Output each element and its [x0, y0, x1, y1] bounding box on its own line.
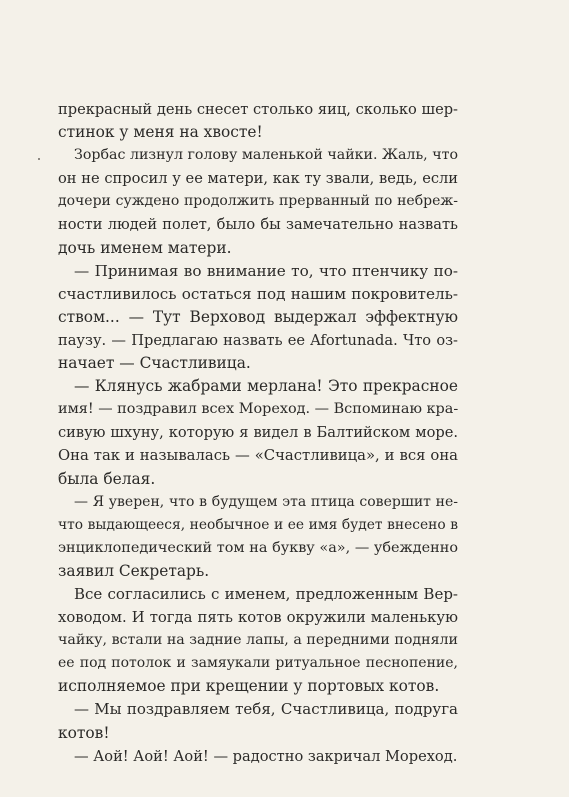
- text-line: чайку, встали на задние лапы, а передними подняли: [58, 632, 458, 649]
- text-line: Она так и называлась — «Счастливица», и вся она: [58, 447, 458, 465]
- text-line: дочери суждено продолжить прерванный по небреж-: [58, 193, 458, 210]
- text-line: что выдающееся, необычное и ее имя будет внесено в: [58, 516, 458, 533]
- text-line: счастливилось остаться под нашим покровитель-: [58, 284, 458, 303]
- text-line: Зорбас лизнул голову маленькой чайки. Жаль, что: [74, 147, 458, 164]
- text-line: дочь именем матери.: [58, 238, 232, 257]
- text-line: сивую шхуну, которую я видел в Балтийском море.: [58, 424, 458, 442]
- text-line: ховодом. И тогда пять котов окружили маленькую: [58, 609, 458, 627]
- text-line: ности людей полет, было бы замечательно назвать: [58, 216, 458, 234]
- text-line: — Я уверен, что в будущем эта птица совершит не-: [74, 493, 458, 510]
- text-line: исполняемое при крещении у портовых котов.: [58, 677, 440, 696]
- text-line: энциклопедический том на букву «а», — убежденно: [58, 539, 458, 556]
- text-line: начает — Счастливица.: [58, 354, 251, 373]
- text-line: ством... — Тут Верховод выдержал эффектную: [58, 307, 458, 326]
- text-line: заявил Секретарь.: [58, 561, 210, 580]
- page-text: [58, 98, 458, 768]
- text-line: — Мы поздравляем тебя, Счастливица, подруга: [74, 700, 458, 719]
- print-speck: [38, 158, 40, 160]
- text-line: — Принимая во внимание то, что птенчику по-: [74, 261, 458, 280]
- text-line: — Клянусь жабрами мерлана! Это прекрасное: [74, 377, 458, 396]
- text-line: прекрасный день снесет столько яиц, сколько шер-: [58, 101, 458, 118]
- text-line: котов!: [58, 723, 110, 742]
- text-line: Все согласились с именем, предложенным Вер-: [74, 584, 458, 603]
- text-line: была белая.: [58, 469, 156, 488]
- text-line: он не спросил у ее матери, как ту звали, ведь, если: [58, 170, 458, 188]
- text-line: имя! — поздравил всех Мореход. — Вспоминаю кра-: [58, 401, 459, 418]
- text-line: стинок у меня на хвосте!: [58, 123, 263, 142]
- text-line: ее под потолок и замяукали ритуальное песнопение,: [58, 655, 458, 672]
- text-line: — Аой! Аой! Аой! — радостно закричал Мореход.: [74, 747, 458, 765]
- text-line: паузу. — Предлагаю назвать ее Afortunada. Что оз-: [58, 331, 458, 349]
